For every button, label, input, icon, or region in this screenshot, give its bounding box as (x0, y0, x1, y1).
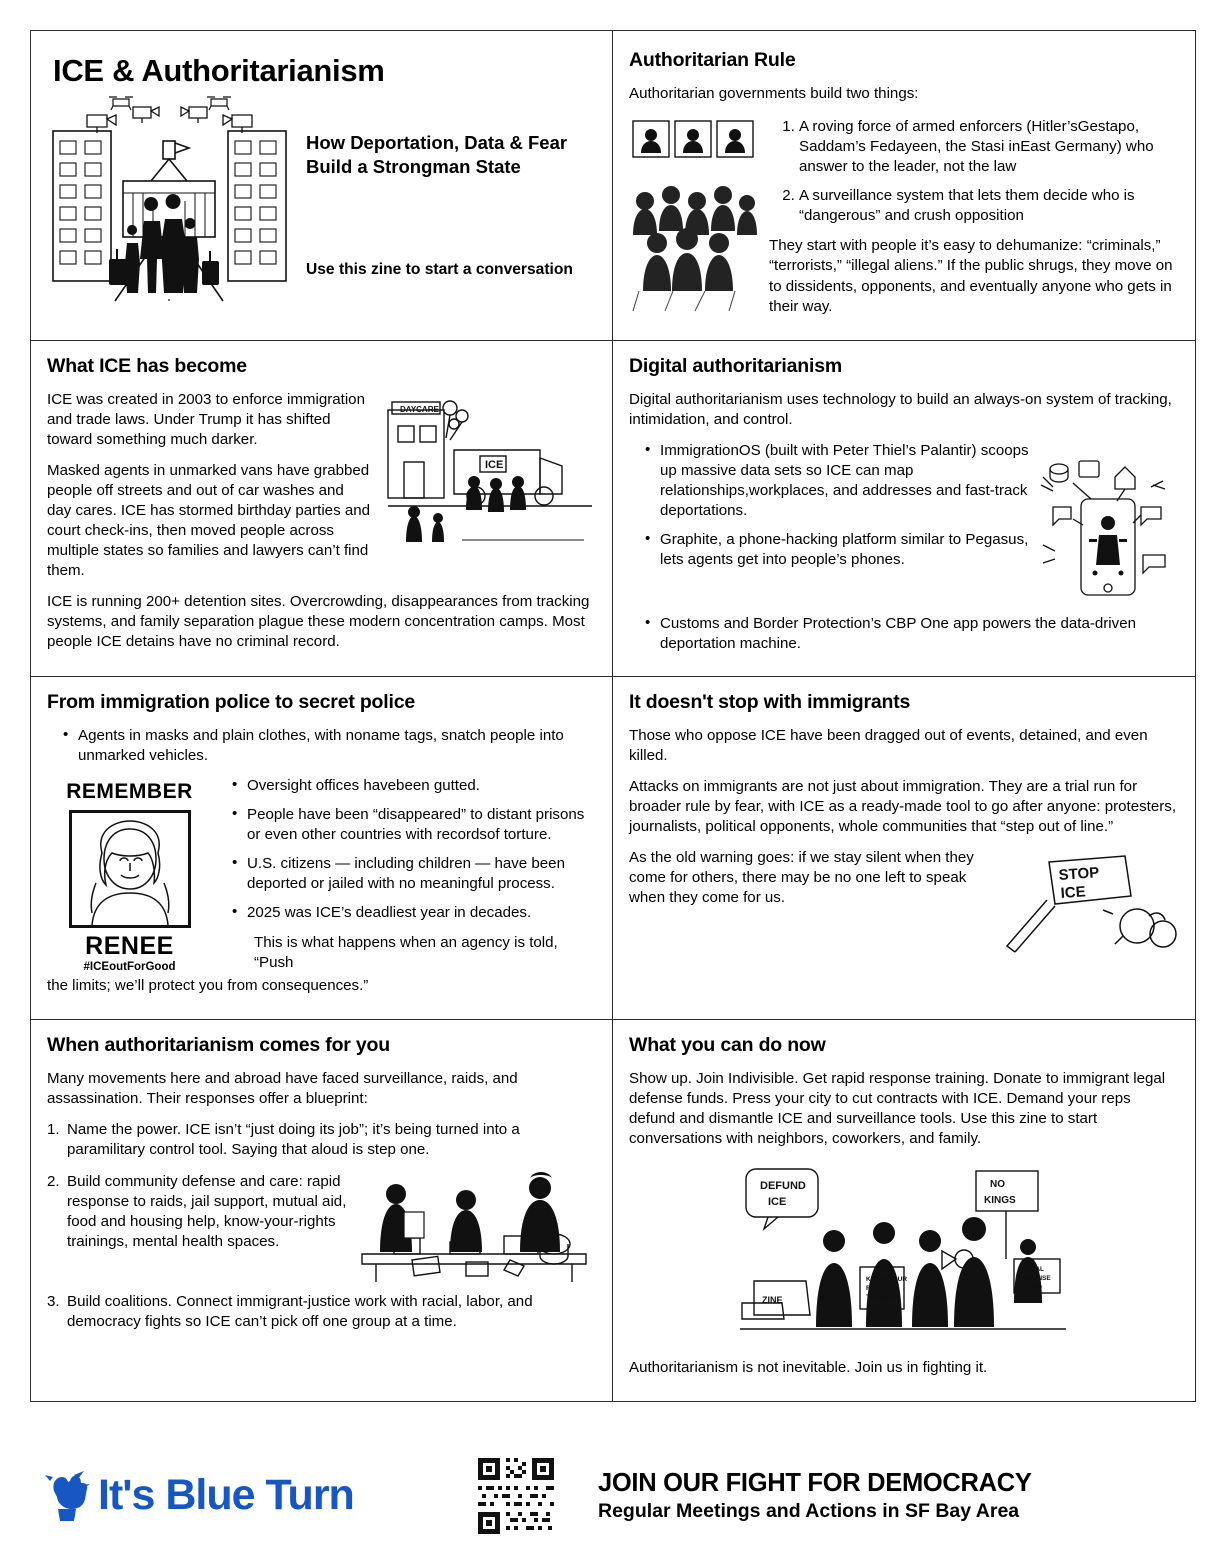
secret-police-lead (47, 726, 594, 766)
art-label-legal-1: LEGAL (1022, 1265, 1045, 1273)
art-label-stop: STOP (1058, 864, 1100, 885)
panel-title-authoritarian-rule: Authoritarian Rule (629, 49, 796, 71)
panel-comes-for-you (31, 1020, 613, 1401)
protesters-with-signs-icon (629, 1163, 1177, 1348)
panel-authoritarian-rule (613, 31, 1195, 340)
list-item: • Graphite, a phone-hacking platform similar to Pegasus, lets agents get into people’s phones. (645, 530, 1037, 570)
footer-cta (598, 1469, 1032, 1523)
art-label-know-rights-3: TRAINING (866, 1293, 898, 1301)
step-text: Name the power. ICE isn’t “just doing its job”; it’s being turned into a paramilitary control tool. Saying that aloud is step one. (67, 1120, 520, 1158)
art-label-defund-ice: ICE (768, 1195, 787, 1208)
ice-paragraph-1: ICE was created in 2003 to enforce immigration and trade laws. Under Trump it has shifted toward something much darker. (47, 390, 365, 448)
art-label-legal-3: FUND (1024, 1283, 1043, 1291)
panel-what-ice-has-become (31, 341, 613, 676)
art-label-legal-2: DEFENSE (1020, 1274, 1051, 1282)
ice-van-daycare-arrest-icon (384, 392, 594, 562)
comesforyou-intro: Many movements here and abroad have faced surveillance, raids, and assassination. Their responses offer a blueprint: (47, 1069, 518, 1107)
list-item: 2. A surveillance system that lets them decide who is “dangerous” and crush opposition (799, 186, 1177, 226)
cover-subtitle: How Deportation, Data & Fear Build a Strongman State (306, 132, 568, 178)
panel-title-digital-authoritarianism: Digital authoritarianism (629, 354, 842, 377)
whatyoucando-paragraph: Show up. Join Indivisible. Get rapid response training. Donate to immigrant legal defense funds. Press your city to cut contracts with ICE. Demand your reps defund and dismantle ICE and surveillance tools. Use this zine to start conversations with neighbors, coworkers, and family. (629, 1069, 1166, 1147)
panel-title-what-ice-has-become: What ICE has become (47, 354, 247, 377)
row-cover-authrule (31, 31, 1195, 340)
art-label-know-rights-2: RIGHTS (866, 1284, 891, 1292)
list-item: • ImmigrationOS (built with Peter Thiel’s Palantir) scoops up massive data sets so ICE can map relationships,workplaces, and addresses and fast-track deportations. (645, 441, 1037, 521)
authrule-list (769, 117, 1177, 226)
ice-paragraph-2: Masked agents in unmarked vans have grabbed people off streets and out of car washes and day cares. ICE has stormed birthday parties and court check-ins, then moved people across multiple states so families and lawyers can’t find them. (47, 461, 370, 580)
step-number: 3. (47, 1293, 60, 1311)
art-label-daycare: DAYCARE (400, 404, 439, 414)
digital-intro: Digital authoritarianism uses technology to build an always-on system of tracking, intimidation, and control. (629, 390, 1172, 428)
cover-text-block (292, 89, 594, 309)
remember-name: RENEE (85, 932, 174, 960)
panel-what-you-can-do (613, 1020, 1195, 1401)
secret-police-closing-line2: the limits; we’ll protect you from consequences.” (47, 976, 369, 994)
panel-title-not-just-immigrants: It doesn't stop with immigrants (629, 690, 911, 713)
authrule-tail: They start with people it’s easy to dehumanize: “criminals,” “terrorists,” “illegal aliens.” If the public shrugs, they move on to dissidents, opponents, and eventually anyone who gets in their way. (769, 237, 1173, 315)
phone-surveillance-data-network-icon (1037, 441, 1177, 620)
panel-digital-authoritarianism (613, 341, 1195, 676)
list-item: • Customs and Border Protection’s CBP One app powers the data-driven deportation machine. (645, 614, 1177, 654)
panel-not-just-immigrants (613, 677, 1195, 1019)
list-item: • Oversight offices havebeen gutted. (232, 776, 594, 796)
raised-fist-icon (44, 1469, 90, 1523)
panel-cover (31, 31, 613, 340)
list-item (47, 1172, 594, 1252)
notjust-paragraph-1: Those who oppose ICE have been dragged out of events, detained, and even killed. (629, 726, 1148, 764)
authrule-intro: Authoritarian governments build two things: (629, 85, 919, 102)
footer-cta-line2: Regular Meetings and Actions in SF Bay Area (598, 1499, 1020, 1522)
art-label-ice: ICE (1060, 883, 1087, 903)
list-item: • People have been “disappeared” to distant prisons or even other countries with recordsof torture. (232, 805, 594, 845)
stop-ice-protest-sign-handcuffs-icon (997, 848, 1177, 964)
art-label-ice: ICE (485, 458, 504, 471)
footer-cta-line1: JOIN OUR FIGHT FOR DEMOCRACY (598, 1468, 1032, 1497)
step-number: 1. (47, 1120, 60, 1138)
art-label-kings: KINGS (984, 1194, 1016, 1206)
remember-hashtag: #ICEoutForGood (83, 961, 176, 973)
secret-police-closing-line1: This is what happens when an agency is told, “Push (254, 934, 558, 972)
list-item (47, 1120, 594, 1160)
panel-title-comes-for-you: When authoritarianism comes for you (47, 1033, 390, 1056)
row-comesforyou-whatyoucando (31, 1019, 1195, 1402)
row-ice-digital (31, 340, 1195, 676)
qr-code-icon[interactable] (474, 1454, 558, 1538)
brand-name: It's Blue Turn (98, 1471, 354, 1520)
whatyoucando-closing: Authoritarianism is not inevitable. Join us in fighting it. (629, 1358, 988, 1376)
art-label-no: NO (990, 1178, 1005, 1190)
page-title: ICE & Authoritarianism (53, 53, 385, 88)
step-text: Build coalitions. Connect immigrant-justice work with racial, labor, and democracy fights so ICE can’t pick off one group at a time. (67, 1293, 533, 1331)
footer (30, 1454, 1196, 1538)
list-item (47, 1292, 594, 1332)
art-label-defund: DEFUND (760, 1179, 806, 1192)
surveillance-screens-watching-crowd-icon (629, 115, 769, 328)
panel-title-secret-police: From immigration police to secret police (47, 690, 415, 713)
family-walking-between-surveillance-buildings-icon (47, 89, 292, 309)
step-text: Build community defense and care: rapid response to raids, jail support, mutual aid, food and housing help, know-your-rights trainings, mental health spaces. (67, 1172, 347, 1250)
digital-bullets-cont (629, 614, 1177, 654)
art-label-know-rights: KNOW YOUR (866, 1275, 908, 1283)
remember-heading: REMEMBER (66, 780, 193, 803)
community-organizing-table-icon (354, 1156, 594, 1292)
notjust-paragraph-3: As the old warning goes: if we stay silent when they come for others, there may be no one left to speak when they come for us. (629, 849, 974, 907)
panel-secret-police (31, 677, 613, 1019)
comesforyou-steps (47, 1120, 594, 1333)
renee-portrait-icon (69, 810, 191, 928)
cover-cta: Use this zine to start a conversation (306, 261, 573, 279)
ice-paragraph-3: ICE is running 200+ detention sites. Overcrowding, disappearances from tracking systems, and family separation plague these modern concentration camps. Most people ICE detains have no criminal record. (47, 593, 590, 651)
list-item: • U.S. citizens — including children — have been deported or jailed with no meaningful process. (232, 854, 594, 894)
notjust-paragraph-2: Attacks on immigrants are not just about immigration. They are a trial run for broader rule by fear, with ICE as a ready-made tool to go after anyone: protesters, journalists, political opponents, whole communities that “step out of line.” (629, 778, 1177, 836)
brand-block (44, 1469, 474, 1523)
step-number: 2. (47, 1172, 60, 1190)
list-item: • 2025 was ICE’s deadliest year in decades. (232, 903, 594, 923)
digital-bullets (629, 441, 1037, 570)
row-secretpolice-notjust (31, 676, 1195, 1019)
art-label-zine: ZINE (762, 1294, 783, 1305)
remember-renee-block (47, 776, 212, 985)
list-item: • Agents in masks and plain clothes, with noname tags, snatch people into unmarked vehicles. (63, 726, 594, 766)
secret-police-bullets (216, 776, 594, 923)
list-item: 1. A roving force of armed enforcers (Hitler’sGestapo, Saddam’s Fedayeen, the Stasi inEast Germany) who answer to the leader, not the law (799, 117, 1177, 177)
zine-grid (30, 30, 1196, 1402)
panel-title-what-you-can-do: What you can do now (629, 1033, 826, 1056)
